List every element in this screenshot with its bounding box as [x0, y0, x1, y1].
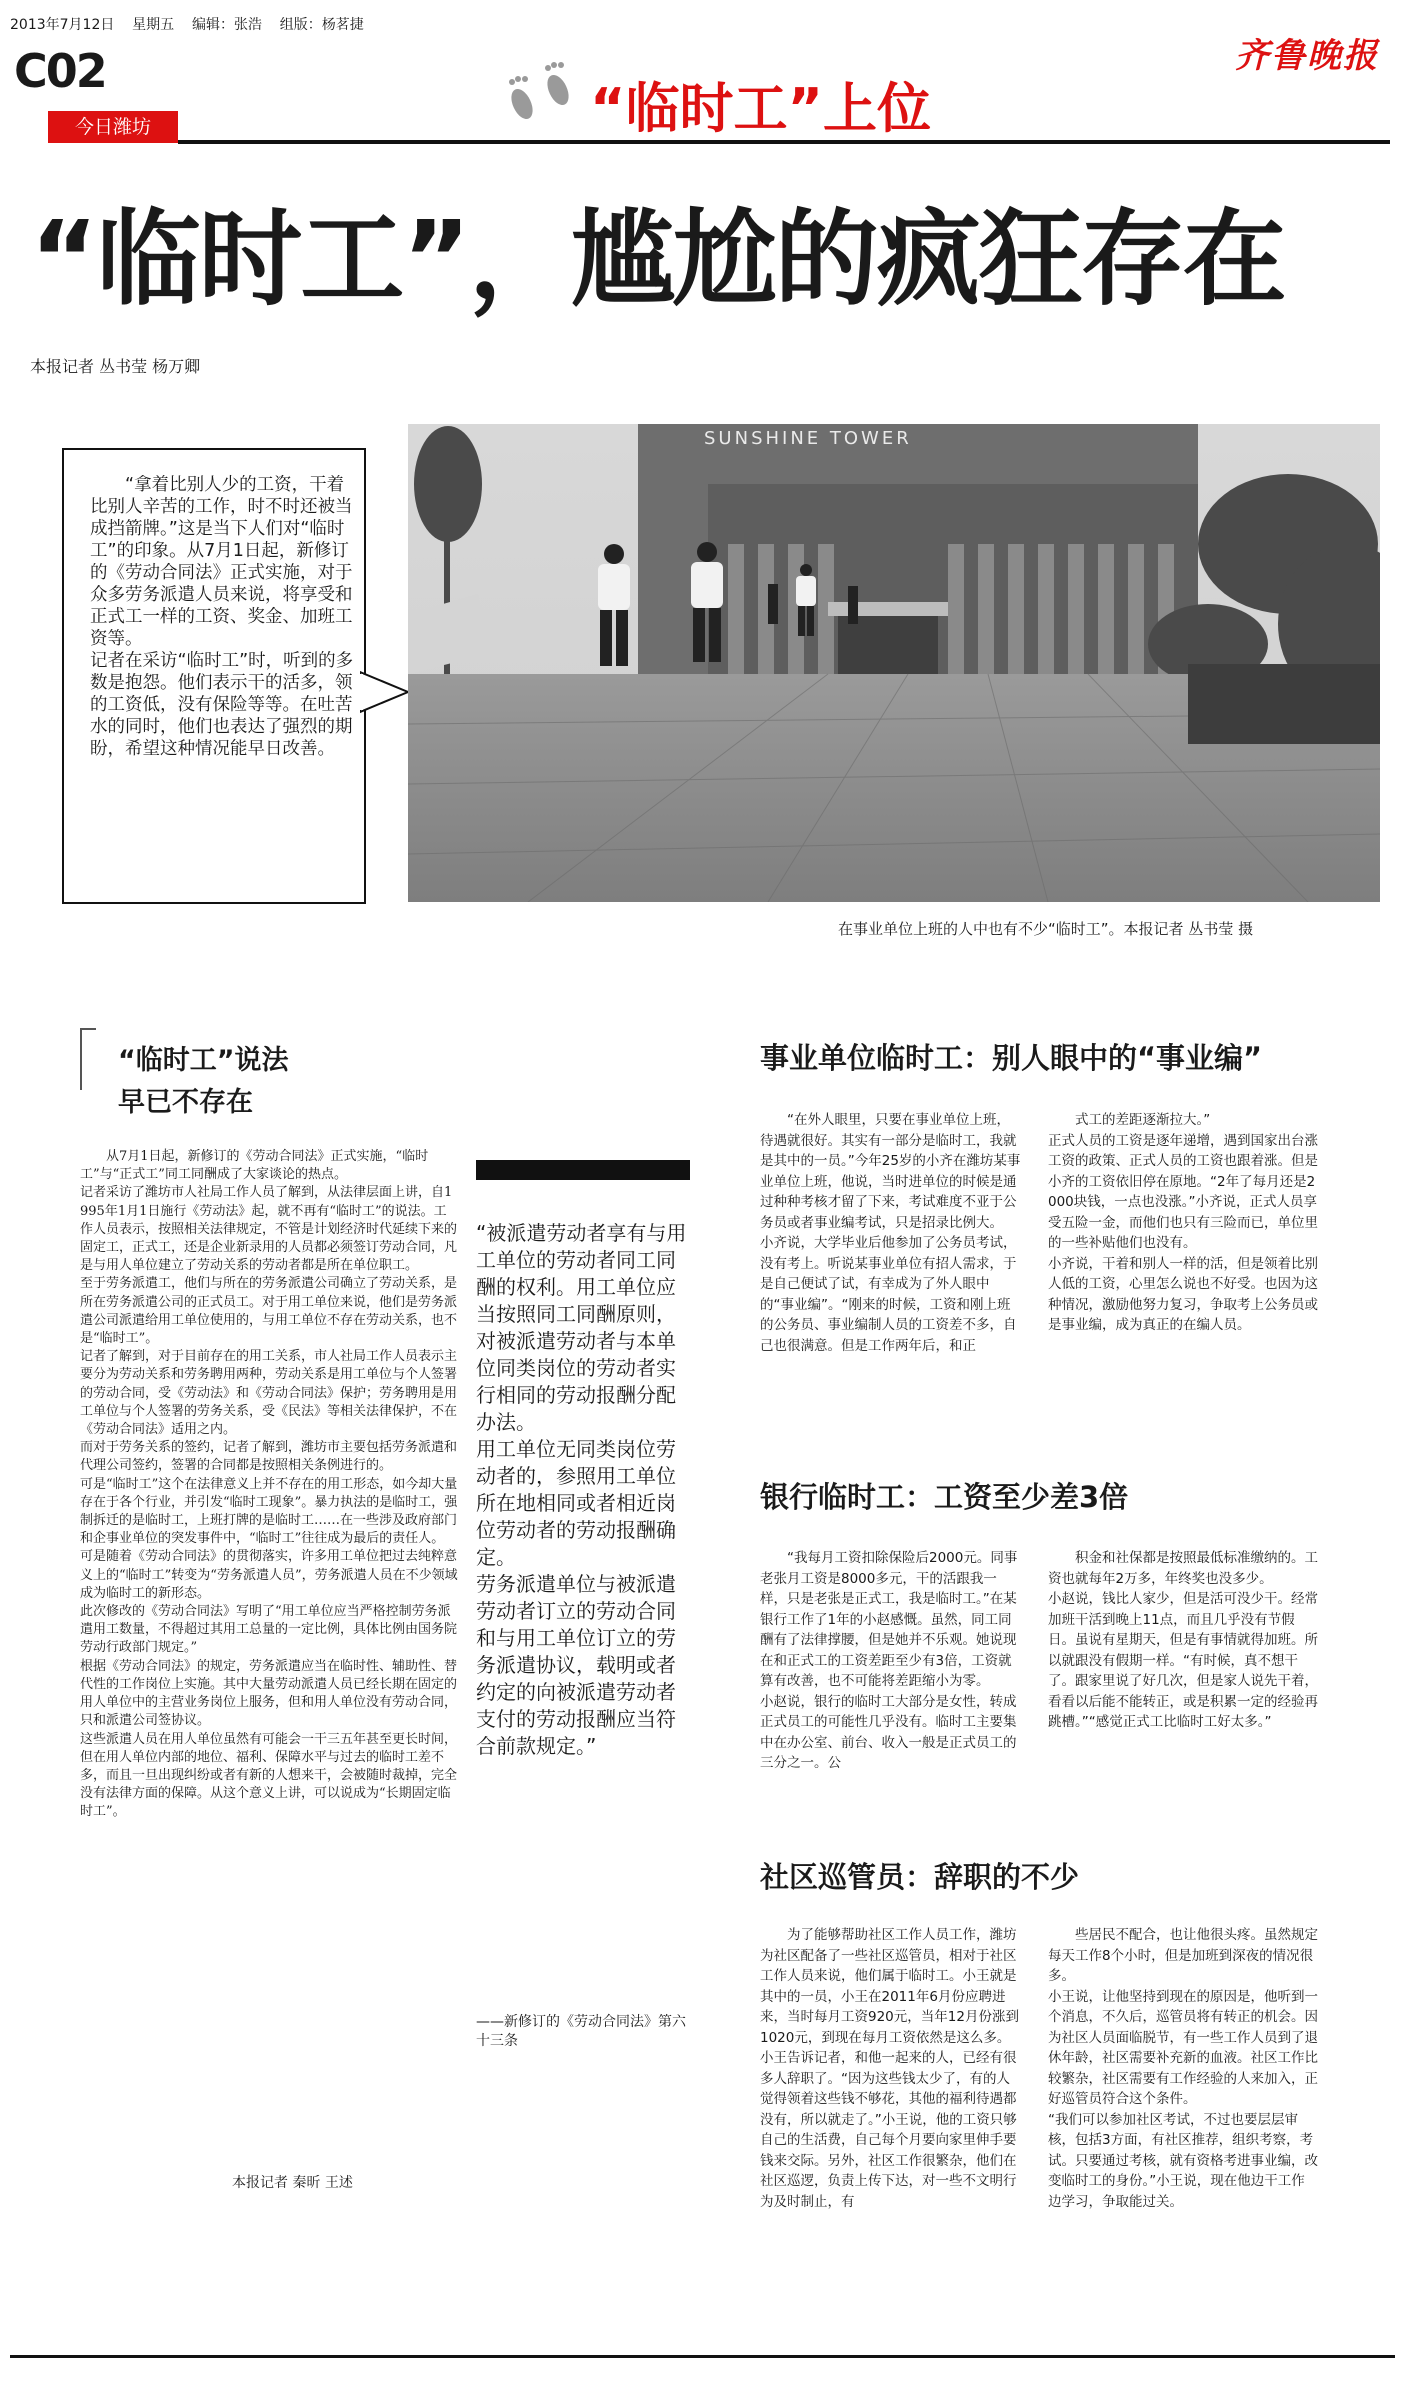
photo-caption: 在事业单位上班的人中也有不少“临时工”。本报记者 丛书莹 摄: [838, 920, 1254, 938]
quote-bar: [476, 1160, 690, 1180]
law-quote-source: ——新修订的《劳动合同法》第六十三条: [476, 2014, 686, 2049]
footprints-icon: [500, 52, 590, 132]
byline: 本报记者 丛书莹 杨万卿: [30, 357, 201, 376]
photo-scene: [408, 424, 1380, 902]
left-subhead-2: 早已不存在: [118, 1087, 253, 1118]
bottom-rule: [10, 2355, 1395, 2358]
building-sign: SUNSHINE TOWER: [704, 428, 912, 449]
speech-pointer: [360, 668, 412, 718]
article-b-col1: “我每月工资扣除保险后2000元。同事老张月工资是8000多元，干的活跟我一样，只是老张是正式工，我是临时工。”在某银行工作了1年的小赵感慨。虽然，同工同酬有了法律撑腰，但是她并不乐观。她说现在和正式工的工资差距至少有3倍，工资就算有改善，也不可能将差距缩小为零。 小赵说，银行的临时工大部分是女性，转成正式员工的可能性几乎没有。临时工主要集中在办公室、前台、收入一般是正式员工的三分之一。公: [760, 1550, 1018, 1771]
page-code: C02: [14, 44, 106, 98]
headline: “临时工”，尴尬的疯狂存在: [30, 198, 1285, 320]
section-tab: 今日潍坊: [48, 111, 178, 143]
article-b-col2: 积金和社保都是按照最低标准缴纳的。工资也就每年2万多，年终奖也没多少。 小赵说，钱比人家少，但是活可没少干。经常加班干活到晚上11点，而且几乎没有节假日。虽说有星期天，但是有事情就得加班。所以就跟没有假期一样。“有时候，真不想干了。跟家里说了好几次，但是家人说先干着，看看以后能不能转正，或是积累一定的经验再跳槽。”“感觉正式工比临时工好太多。”: [1048, 1550, 1318, 1730]
article-c-col2: 些居民不配合，也让他很头疼。虽然规定每天工作8个小时，但是加班到深夜的情况很多。 小王说，让他坚持到现在的原因是，他听到一个消息，不久后，巡管员将有转正的机会。因为社区人员面临脱节，有一些工作人员到了退休年龄，社区需要补充新的血液。社区工作比较繁杂，社区需要有工作经验的人来加入，正好巡管员符合这个条件。 “我们可以参加社区考试，不过也要层层审核，包括3方面，有社区推荐，组织考察，考试。只要通过考核，就有资格考进事业编，改变临时工的身份。”小王说，现在他边干工作边学习，争取能过关。: [1048, 1927, 1318, 2210]
subhead-bracket: [80, 1028, 96, 1090]
article-title-community: 社区巡管员：辞职的不少: [760, 1860, 1080, 1894]
article-a-col2: 式工的差距逐渐拉大。” 正式人员的工资是逐年递增，遇到国家出台涨工资的政策、正式人员的工资也跟着涨。但是小齐的工资依旧停在原地。“2年了每月还是2000块钱，一点也没涨。”小齐说，正式人员享受五险一金，而他们也只有三险而已，单位里的一些补贴他们也没有。 小齐说，干着和别人一样的活，但是领着比别人低的工资，心里怎么说也不好受。也因为这种情况，激励他努力复习，争取考上公务员或是事业编，成为真正的在编人员。: [1048, 1112, 1318, 1333]
left-subhead-1: “临时工”说法: [118, 1045, 289, 1076]
lead-text: “拿着比别人少的工资，干着比别人辛苦的工作，时不时还被当成挡箭牌。”这是当下人们对“临时工”的印象。从7月1日起，新修订的《劳动合同法》正式实施，对于众多劳务派遣人员来说，将享受和正式工一样的工资、奖金、加班工资等。 记者在采访“临时工”时，听到的多数是抱怨。他们表示干的活多，领的工资低，没有保险等等。在吐苦水的同时，他们也表达了强烈的期盼，希望这种情况能早日改善。: [90, 475, 354, 759]
paper-logo: 齐鲁晚报: [1235, 36, 1379, 76]
article-title-public-institution: 事业单位临时工：别人眼中的“事业编”: [760, 1041, 1263, 1075]
article-title-bank: 银行临时工：工资至少差3倍: [760, 1480, 1129, 1514]
column-title: “临时工”上位: [590, 77, 931, 140]
article-c-col1: 为了能够帮助社区工作人员工作，潍坊为社区配备了一些社区巡管员，相对于社区工作人员来说，他们属于临时工。小王就是其中的一员，小王在2011年6月份应聘进来，当时每月工资920元，当年12月份涨到1020元，到现在每月工资依然是这么多。 小王告诉记者，和他一起来的人，已经有很多人辞职了。“因为这些钱太少了，有的人觉得领着这些钱不够花，其他的福利待遇都没有，所以就走了。”小王说，他的工资只够自己的生活费，自己每个月要向家里伸手要钱来交际。另外，社区工作很繁杂，他们在社区巡逻，负责上传下达，对一些不文明行为及时制止，有: [760, 1927, 1019, 2210]
issue-meta: 2013年7月12日 星期五 编辑：张浩 组版：杨茗捷: [10, 17, 364, 33]
article-a-col1: “在外人眼里，只要在事业单位上班，待遇就很好。其实有一部分是临时工，我就是其中的一员。”今年25岁的小齐在潍坊某事业单位上班，他说，当时进单位的时候是通过种种考核才留了下来，考试难度不亚于公务员或者事业编考试，只是招录比例大。 小齐说，大学毕业后他参加了公务员考试，没有考上。听说某事业单位有招人需求，于是自己便试了试，有幸成为了外人眼中的“事业编”。“刚来的时候，工资和刚上班的公务员、事业编制人员的工资差不多，自己也很满意。但是工作两年后，和正: [760, 1112, 1021, 1354]
news-photo: [408, 424, 1380, 902]
left-article-body: 从7月1日起，新修订的《劳动合同法》正式实施，“临时工”与“正式工”同工同酬成了大家谈论的热点。 记者采访了潍坊市人社局工作人员了解到，从法律层面上讲，自1995年1月1日施行《劳动法》起，就不再有“临时工”的说法。工作人员表示，按照相关法律规定，不管是计划经济时代延续下来的固定工，正式工，还是企业新录用的人员都必须签订劳动合同，凡是与用人单位建立了劳动关系的劳动者都是所在单位职工。 至于劳务派遣工，他们与所在的劳务派遣公司确立了劳动关系，是所在劳务派遣公司的正式员工。对于用工单位来说，他们是劳务派遣公司派遣给用工单位使用的，与用工单位不存在劳动关系，也不是“临时工”。 记者了解到，对于目前存在的用工关系，市人社局工作人员表示主要分为劳动关系和劳务聘用两种，劳动关系是用工单位与个人签署的劳动合同，受《劳动法》和《劳动合同法》保护；劳务聘用是用工单位与个人签署的劳务关系，受《民法》等相关法律保护，不在《劳动合同法》适用之内。 而对于劳务关系的签约，记者了解到，潍坊市主要包括劳务派遣和代理公司签约，签署的合同都是按照相关条例进行的。 可是“临时工”这个在法律意义上并不存在的用工形态，如今却大量存在于各个行业，并引发“临时工现象”。暴力执法的是临时工，强制拆迁的是临时工，上班打牌的是临时工……在一些涉及政府部门和企事业单位的突发事件中，“临时工”往往成为最后的责任人。 可是随着《劳动合同法》的贯彻落实，许多用工单位把过去纯粹意义上的“临时工”转变为“劳务派遣人员”，劳务派遣人员在不少领域成为临时工的新形态。 此次修改的《劳动合同法》写明了“用工单位应当严格控制劳务派遣用工数量，不得超过其用工总量的一定比例，具体比例由国务院劳动行政部门规定。” 根据《劳动合同法》的规定，劳务派遣应当在临时性、辅助性、替代性的工作岗位上实施。其中大量劳动派遣人员已经长期在固定的用人单位中的主营业务岗位上服务，但和用人单位没有劳动合同，只和派遣公司签协议。 这些派遣人员在用人单位虽然有可能会一干三五年甚至更长时间，但在用人单位内部的地位、福利、保障水平与过去的临时工差不多，而且一旦出现纠纷或者有新的人想来干，会被随时裁掉，完全没有法律方面的保障。从这个意义上讲，可以说成为“长期固定临时工”。: [80, 1149, 458, 1820]
left-article-byline: 本报记者 秦昕 王述: [232, 2175, 353, 2191]
law-quote: “被派遣劳动者享有与用工单位的劳动者同工同酬的权利。用工单位应当按照同工同酬原则，对被派遣劳动者与本单位同类岗位的劳动者实行相同的劳动报酬分配办法。 用工单位无同类岗位劳动者的，参照用工单位所在地相同或者相近岗位劳动者的劳动报酬确定。 劳务派遣单位与被派遣劳动者订立的劳动合同和与用工单位订立的劳务派遣协议，载明或者约定的向被派遣劳动者支付的劳动报酬应当符合前款规定。”: [476, 1221, 687, 1758]
